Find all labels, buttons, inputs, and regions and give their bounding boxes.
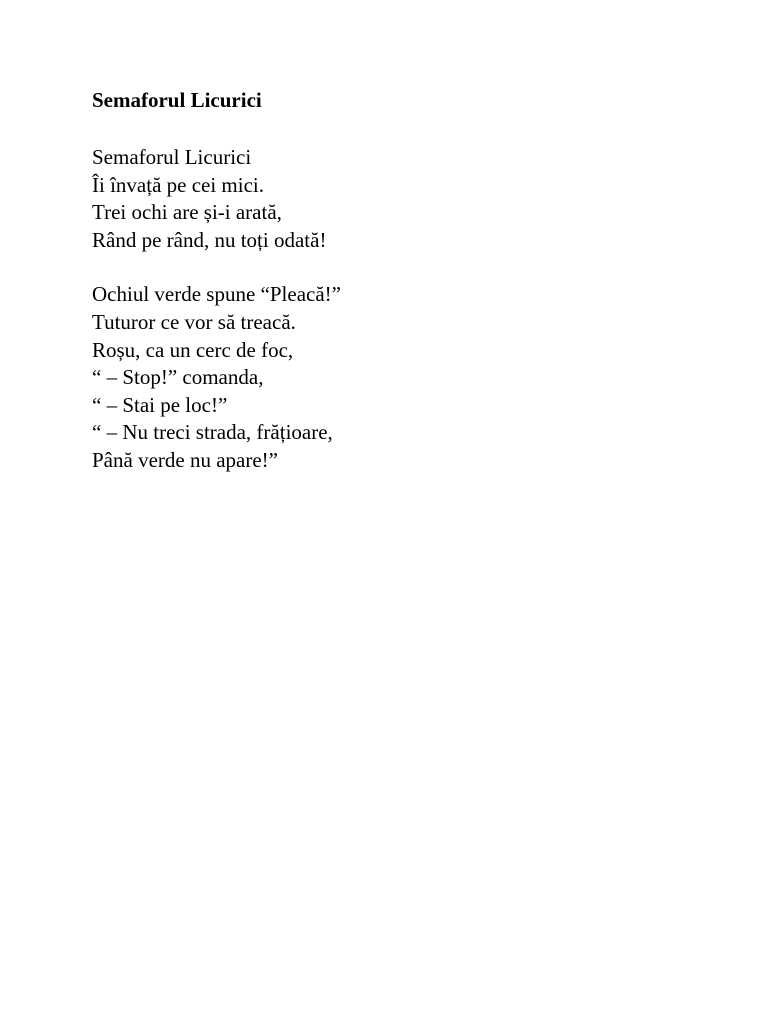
poem-line: Roșu, ca un cerc de foc,	[92, 337, 294, 362]
poem-line: Tuturor ce vor să treacă.	[92, 309, 296, 334]
poem-line: Ochiul verde spune “Pleacă!”	[92, 282, 341, 307]
document-page	[92, 86, 692, 475]
poem-line: “ – Stai pe loc!”	[92, 392, 228, 417]
poem-line: “ – Nu treci strada, frățioare,	[92, 420, 333, 445]
poem-line: Rând pe rând, nu toți odată!	[92, 227, 327, 252]
poem-line: Semaforul Licurici	[92, 145, 252, 169]
poem-line: Îi învață pe cei mici.	[92, 172, 265, 197]
stanza-2	[92, 281, 692, 474]
poem-line: Trei ochi are și-i arată,	[92, 200, 282, 225]
poem-title: Semaforul Licurici	[92, 88, 262, 112]
stanza-1	[92, 144, 692, 254]
poem-line: “ – Stop!” comanda,	[92, 365, 264, 390]
poem-line: Până verde nu apare!”	[92, 447, 278, 472]
